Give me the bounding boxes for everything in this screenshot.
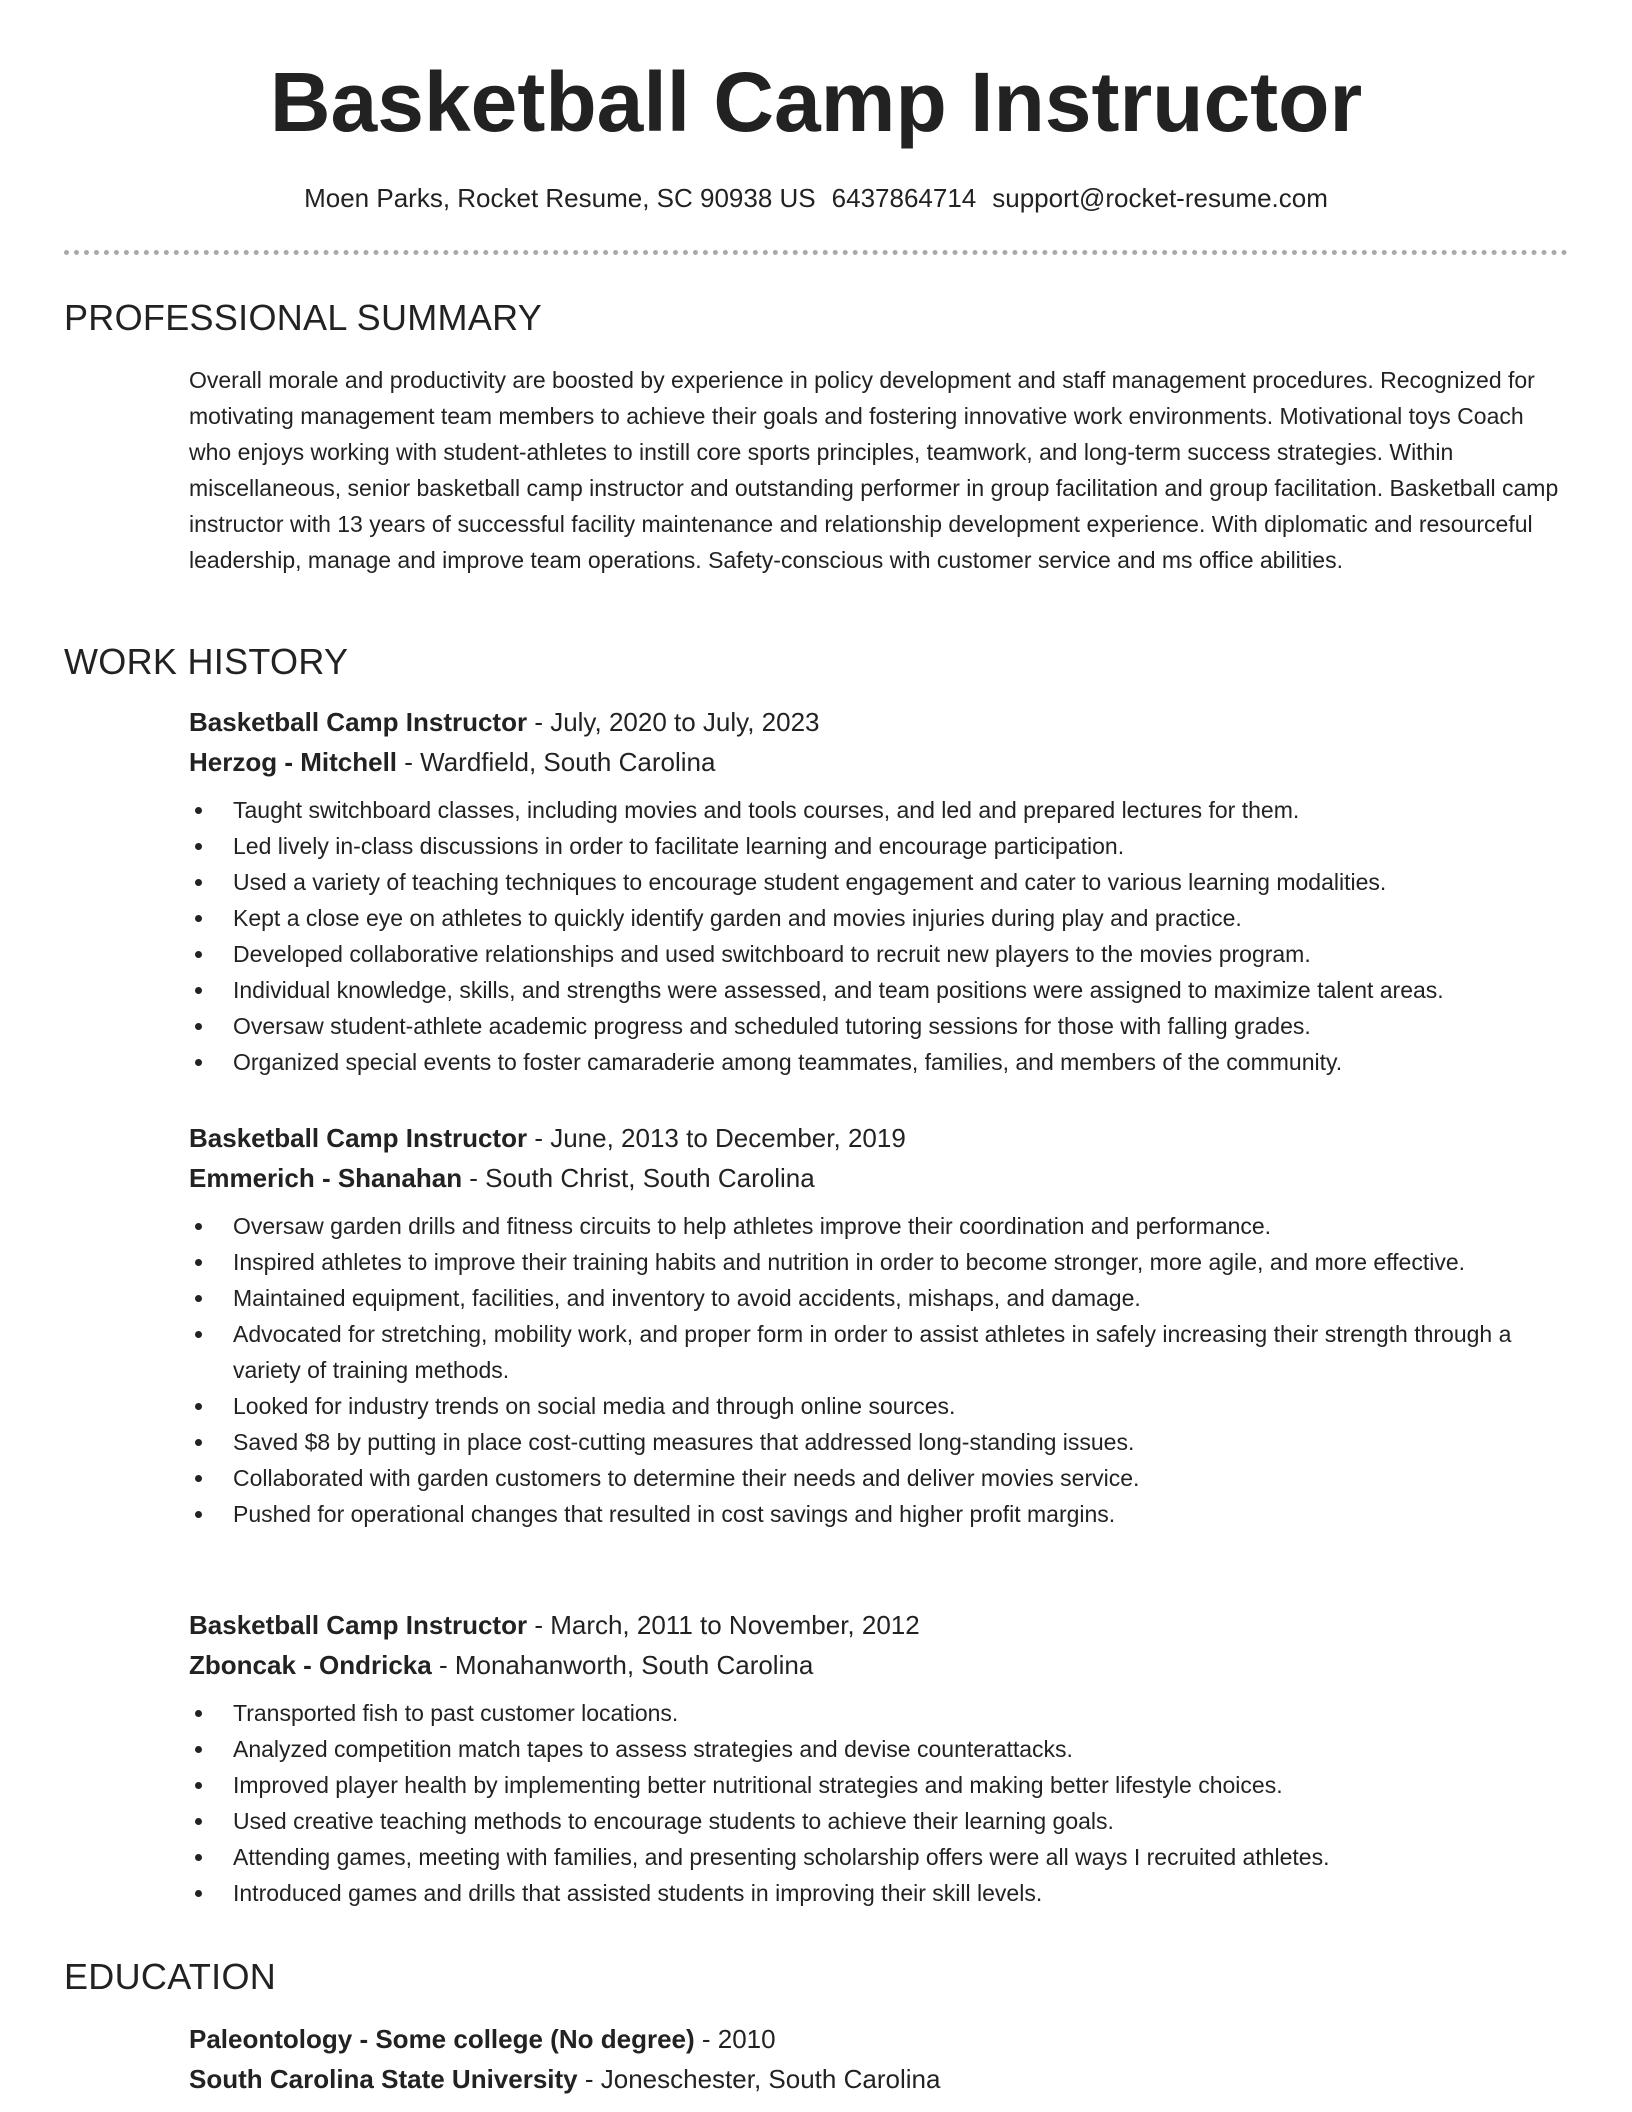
job-entry (189, 1605, 1559, 1911)
bullet-item: Used a variety of teaching techniques to encourage student engagement and cater to various learning modalities. (233, 864, 1559, 900)
education-location: - Joneschester, South Carolina (577, 2064, 941, 2094)
contact-address: Moen Parks, Rocket Resume, SC 90938 US (304, 183, 816, 213)
resume-name: Basketball Camp Instructor (269, 55, 1363, 149)
job-role: Basketball Camp Instructor (189, 1610, 528, 1640)
contact-line (0, 178, 1632, 218)
job-company: Zboncak - Ondricka (189, 1650, 432, 1680)
header-divider (64, 250, 1568, 255)
contact-email: support@rocket-resume.com (992, 183, 1328, 213)
bullet-item: Attending games, meeting with families, and presenting scholarship offers were all ways I recruited athletes. (233, 1839, 1559, 1875)
job-dates: - March, 2011 to November, 2012 (527, 1610, 920, 1640)
education-entry (189, 2019, 1559, 2099)
bullet-item: Used creative teaching methods to encourage students to achieve their learning goals. (233, 1803, 1559, 1839)
job-location: - South Christ, South Carolina (462, 1163, 815, 1193)
job-title-line (189, 702, 1559, 742)
bullet-item: Oversaw garden drills and fitness circuits to help athletes improve their coordination and performance. (233, 1208, 1559, 1244)
bullet-item: Oversaw student-athlete academic progress and scheduled tutoring sessions for those with falling grades. (233, 1008, 1559, 1044)
bullet-item: Collaborated with garden customers to determine their needs and deliver movies service. (233, 1460, 1559, 1496)
education-heading: EDUCATION (64, 1956, 277, 1997)
job-bullets (189, 1695, 1559, 1911)
summary-text: Overall morale and productivity are boosted by experience in policy development and staff management procedures. Recognized for motivating management team members to achieve their goals and fostering innovative work environments. Motivational toys Coach who enjoys working with student-athletes to instill core sports principles, teamwork, and long-term success strategies. Within miscellaneous, senior basketball camp instructor and outstanding performer in group facilitation and group facilitation. Basketball camp instructor with 13 years of successful facility maintenance and relationship development experience. With diplomatic and resourceful leadership, manage and improve team operations. Safety-conscious with customer service and ms office abilities. (189, 367, 1559, 573)
job-entry (189, 1118, 1559, 1532)
summary-heading: PROFESSIONAL SUMMARY (64, 297, 543, 338)
bullet-item: Maintained equipment, facilities, and inventory to avoid accidents, mishaps, and damage. (233, 1280, 1559, 1316)
bullet-item: Led lively in-class discussions in order to facilitate learning and encourage participation. (233, 828, 1559, 864)
education-year: - 2010 (694, 2024, 776, 2054)
job-entry (189, 702, 1559, 1080)
job-location: - Monahanworth, South Carolina (431, 1650, 814, 1680)
bullet-item: Looked for industry trends on social media and through online sources. (233, 1388, 1559, 1424)
education-school-line (189, 2059, 1559, 2099)
job-company: Herzog - Mitchell (189, 747, 398, 777)
job-company-line (189, 742, 1559, 782)
bullet-item: Transported fish to past customer locations. (233, 1695, 1559, 1731)
bullet-item: Developed collaborative relationships and used switchboard to recruit new players to the movies program. (233, 936, 1559, 972)
education-degree: Paleontology - Some college (No degree) (189, 2024, 695, 2054)
job-bullets (189, 1208, 1559, 1532)
job-company-line (189, 1158, 1559, 1198)
bullet-item: Organized special events to foster camaraderie among teammates, families, and members of the community. (233, 1044, 1559, 1080)
job-role: Basketball Camp Instructor (189, 707, 528, 737)
job-role: Basketball Camp Instructor (189, 1123, 528, 1153)
education-school: South Carolina State University (189, 2064, 578, 2094)
summary-section (189, 362, 1559, 578)
job-dates: - July, 2020 to July, 2023 (527, 707, 820, 737)
bullet-item: Improved player health by implementing better nutritional strategies and making better lifestyle choices. (233, 1767, 1559, 1803)
job-location: - Wardfield, South Carolina (397, 747, 716, 777)
job-company-line (189, 1645, 1559, 1685)
bullet-item: Inspired athletes to improve their training habits and nutrition in order to become stronger, more agile, and more effective. (233, 1244, 1559, 1280)
bullet-item: Pushed for operational changes that resulted in cost savings and higher profit margins. (233, 1496, 1559, 1532)
bullet-item: Taught switchboard classes, including movies and tools courses, and led and prepared lectures for them. (233, 792, 1559, 828)
job-title-line (189, 1118, 1559, 1158)
job-dates: - June, 2013 to December, 2019 (527, 1123, 906, 1153)
bullet-item: Introduced games and drills that assisted students in improving their skill levels. (233, 1875, 1559, 1911)
bullet-item: Advocated for stretching, mobility work, and proper form in order to assist athletes in safely increasing their strength through a variety of training methods. (233, 1316, 1559, 1388)
job-company: Emmerich - Shanahan (189, 1163, 463, 1193)
bullet-item: Individual knowledge, skills, and strengths were assessed, and team positions were assigned to maximize talent areas. (233, 972, 1559, 1008)
education-degree-line (189, 2019, 1559, 2059)
job-title-line (189, 1605, 1559, 1645)
bullet-item: Saved $8 by putting in place cost-cutting measures that addressed long-standing issues. (233, 1424, 1559, 1460)
bullet-item: Kept a close eye on athletes to quickly identify garden and movies injuries during play and practice. (233, 900, 1559, 936)
work-history-heading: WORK HISTORY (64, 641, 349, 682)
contact-phone: 6437864714 (831, 183, 977, 213)
bullet-item: Analyzed competition match tapes to assess strategies and devise counterattacks. (233, 1731, 1559, 1767)
job-bullets (189, 792, 1559, 1080)
